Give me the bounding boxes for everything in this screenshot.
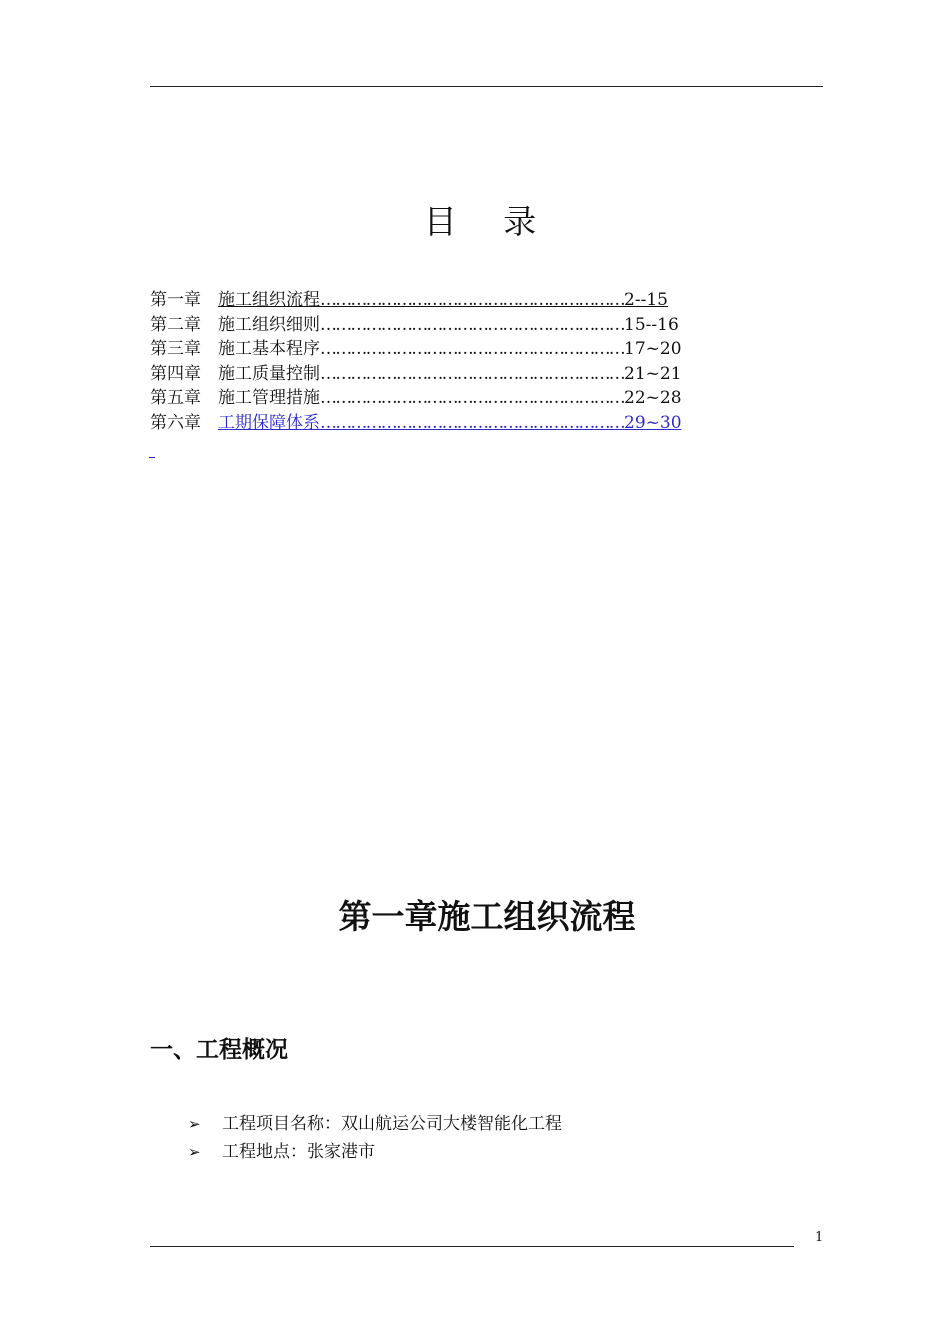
toc-chapter-name: 施工组织细则 <box>218 314 320 335</box>
project-overview-list <box>188 1110 562 1166</box>
footer-rule <box>150 1246 794 1247</box>
section-heading: 一、工程概况 <box>150 1037 288 1063</box>
list-item-text: 工程地点：张家港市 <box>222 1142 375 1162</box>
toc-chapter-label: 第一章 <box>150 290 201 310</box>
toc-chapter-label: 第四章 <box>150 363 201 384</box>
list-item-text: 工程项目名称：双山航运公司大楼智能化工程 <box>222 1114 562 1134</box>
toc-chapter-name: 施工组织流程 <box>218 290 320 310</box>
toc-page-range: 21~21 <box>624 363 682 384</box>
chapter-heading: 第一章施工组织流程 <box>338 897 636 936</box>
table-of-contents <box>150 288 770 436</box>
toc-chapter-label: 第六章 <box>150 412 201 433</box>
toc-entry-5[interactable] <box>150 386 770 411</box>
arrow-bullet-icon: ➢ <box>188 1115 201 1133</box>
toc-chapter-name: 施工基本程序 <box>218 339 320 360</box>
toc-title: 目 录 <box>423 202 555 241</box>
page-number: 1 <box>815 1230 824 1245</box>
toc-page-range: 2--15 <box>624 290 668 310</box>
toc-leader-dots: …………………………………………………… <box>320 339 625 360</box>
toc-chapter-name: 工期保障体系 <box>218 412 320 433</box>
toc-page-range: 29~30 <box>624 412 682 433</box>
toc-leader-dots: …………………………………………………… <box>320 388 625 409</box>
toc-entry-3[interactable] <box>150 337 770 362</box>
toc-chapter-name: 施工质量控制 <box>218 363 320 384</box>
header-rule <box>150 86 823 87</box>
toc-chapter-label: 第三章 <box>150 339 201 360</box>
toc-chapter-name: 施工管理措施 <box>218 388 320 409</box>
toc-entry-4[interactable] <box>150 362 770 387</box>
toc-chapter-label: 第五章 <box>150 388 201 409</box>
list-item <box>188 1138 562 1166</box>
toc-chapter-label: 第二章 <box>150 314 201 335</box>
toc-page-range: 22~28 <box>624 388 682 409</box>
toc-leader-dots: …………………………………………………… <box>320 363 625 384</box>
toc-entry-6[interactable] <box>150 411 770 436</box>
list-item <box>188 1110 562 1138</box>
arrow-bullet-icon: ➢ <box>188 1143 201 1161</box>
toc-leader-dots: …………………………………………………… <box>320 290 625 310</box>
toc-entry-2[interactable] <box>150 313 770 338</box>
toc-page-range: 15--16 <box>624 314 679 335</box>
toc-leader-dots: …………………………………………………… <box>320 412 625 433</box>
toc-leader-dots: …………………………………………………… <box>320 314 625 335</box>
toc-page-range: 17~20 <box>624 339 682 360</box>
stray-hyperlink-mark <box>149 457 155 458</box>
toc-entry-1[interactable] <box>150 288 770 313</box>
